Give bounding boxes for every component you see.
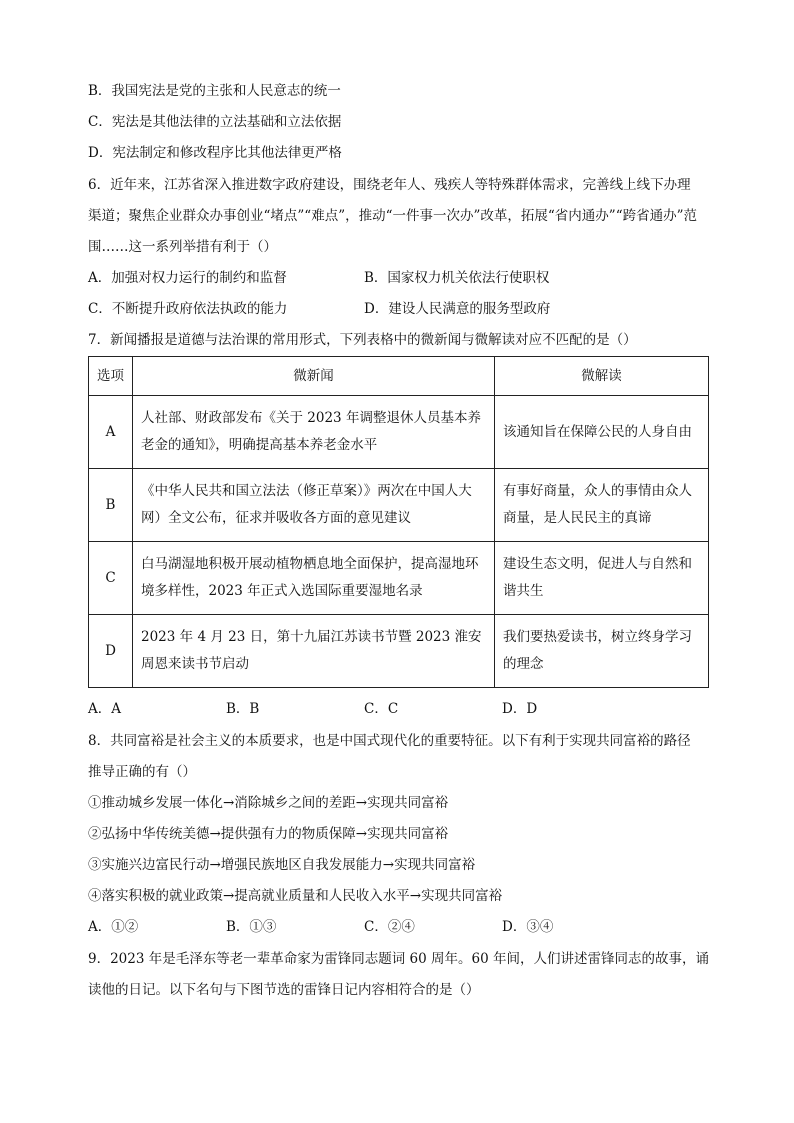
table-row [89,542,709,615]
q8-statement-3: ③实施兴边富民行动→增强民族地区自我发展能力→实现共同富裕 [88,857,476,873]
q5-option-b: B．我国宪法是党的主张和人民意志的统一 [88,83,341,99]
q9-stem-line2: 读他的日记。以下名句与下图节选的雷锋日记内容相符合的是（） [88,982,480,998]
q8-stem-line2: 推导正确的有（） [88,764,196,780]
q7-table [88,356,709,688]
row-news: 《中华人民共和国立法法（修正草案）》两次在中国人大网）全文公布，征求并吸收各方面的意见建议 [133,469,495,542]
q6-option-c: C．不断提升政府依法执政的能力 [88,301,288,317]
q8-option-c: C．②④ [364,919,415,935]
table-row [89,615,709,688]
row-reading: 我们要热爱读书，树立终身学习的理念 [495,615,709,688]
q6-option-b: B．国家权力机关依法行使职权 [364,270,550,286]
q8-option-a: A．①② [88,919,139,935]
q6-option-a: A．加强对权力运行的制约和监督 [88,270,287,286]
q7-option-a: A．A [88,701,121,717]
q6-option-d: D．建设人民满意的服务型政府 [364,301,551,317]
q9-stem-line1: 9．2023 年是毛泽东等老一辈革命家为雷锋同志题词 60 周年。60 年间，人们讲述雷锋同志的故事，诵 [88,951,709,967]
table-row [89,469,709,542]
row-option: A [89,396,133,469]
q8-statement-2: ②弘扬中华传统美德→提供强有力的物质保障→实现共同富裕 [88,826,449,842]
q7-table-header [89,357,709,396]
row-news: 2023 年 4 月 23 日，第十九届江苏读书节暨 2023 淮安周恩来读书节启动 [133,615,495,688]
q7-option-c: C．C [364,701,399,717]
header-reading: 微解读 [495,357,709,396]
q6-stem-line1: 6．近年来，江苏省深入推进数字政府建设，围绕老年人、残疾人等特殊群体需求，完善线上线下办理 [88,177,691,193]
row-news: 人社部、财政部发布《关于 2023 年调整退休人员基本养老金的通知》，明确提高基本养老金水平 [133,396,495,469]
table-row [89,396,709,469]
q8-stem-line1: 8．共同富裕是社会主义的本质要求，也是中国式现代化的重要特征。以下有利于实现共同富裕的路径 [88,733,691,749]
header-option: 选项 [89,357,133,396]
q8-option-d: D．③④ [502,919,554,935]
q8-statement-4: ④落实积极的就业政策→提高就业质量和人民收入水平→实现共同富裕 [88,888,503,904]
row-option: B [89,469,133,542]
q7-option-d: D．D [502,701,538,717]
q7-option-b: B．B [226,701,260,717]
q5-option-c: C．宪法是其他法律的立法基础和立法依据 [88,114,342,130]
row-reading: 该通知旨在保障公民的人身自由 [495,396,709,469]
q7-stem: 7．新闻播报是道德与法治课的常用形式，下列表格中的微新闻与微解读对应不匹配的是（） [88,332,637,348]
row-option: D [89,615,133,688]
row-option: C [89,542,133,615]
q8-option-b: B．①③ [226,919,277,935]
q6-stem-line3: 围……这一系列举措有利于（） [88,239,277,255]
row-reading: 有事好商量，众人的事情由众人商量，是人民民主的真谛 [495,469,709,542]
row-reading: 建设生态文明，促进人与自然和谐共生 [495,542,709,615]
q5-option-d: D．宪法制定和修改程序比其他法律更严格 [88,145,342,161]
q6-stem-line2: 渠道；聚焦企业群众办事创业“堵点”“难点”，推动“一件事一次办”改革，拓展“省内通办”“跨省通办”范 [88,208,698,224]
row-news: 白马湖湿地积极开展动植物栖息地全面保护，提高湿地环境多样性，2023 年正式入选国际重要湿地名录 [133,542,495,615]
header-news: 微新闻 [133,357,495,396]
q8-statement-1: ①推动城乡发展一体化→消除城乡之间的差距→实现共同富裕 [88,795,449,811]
